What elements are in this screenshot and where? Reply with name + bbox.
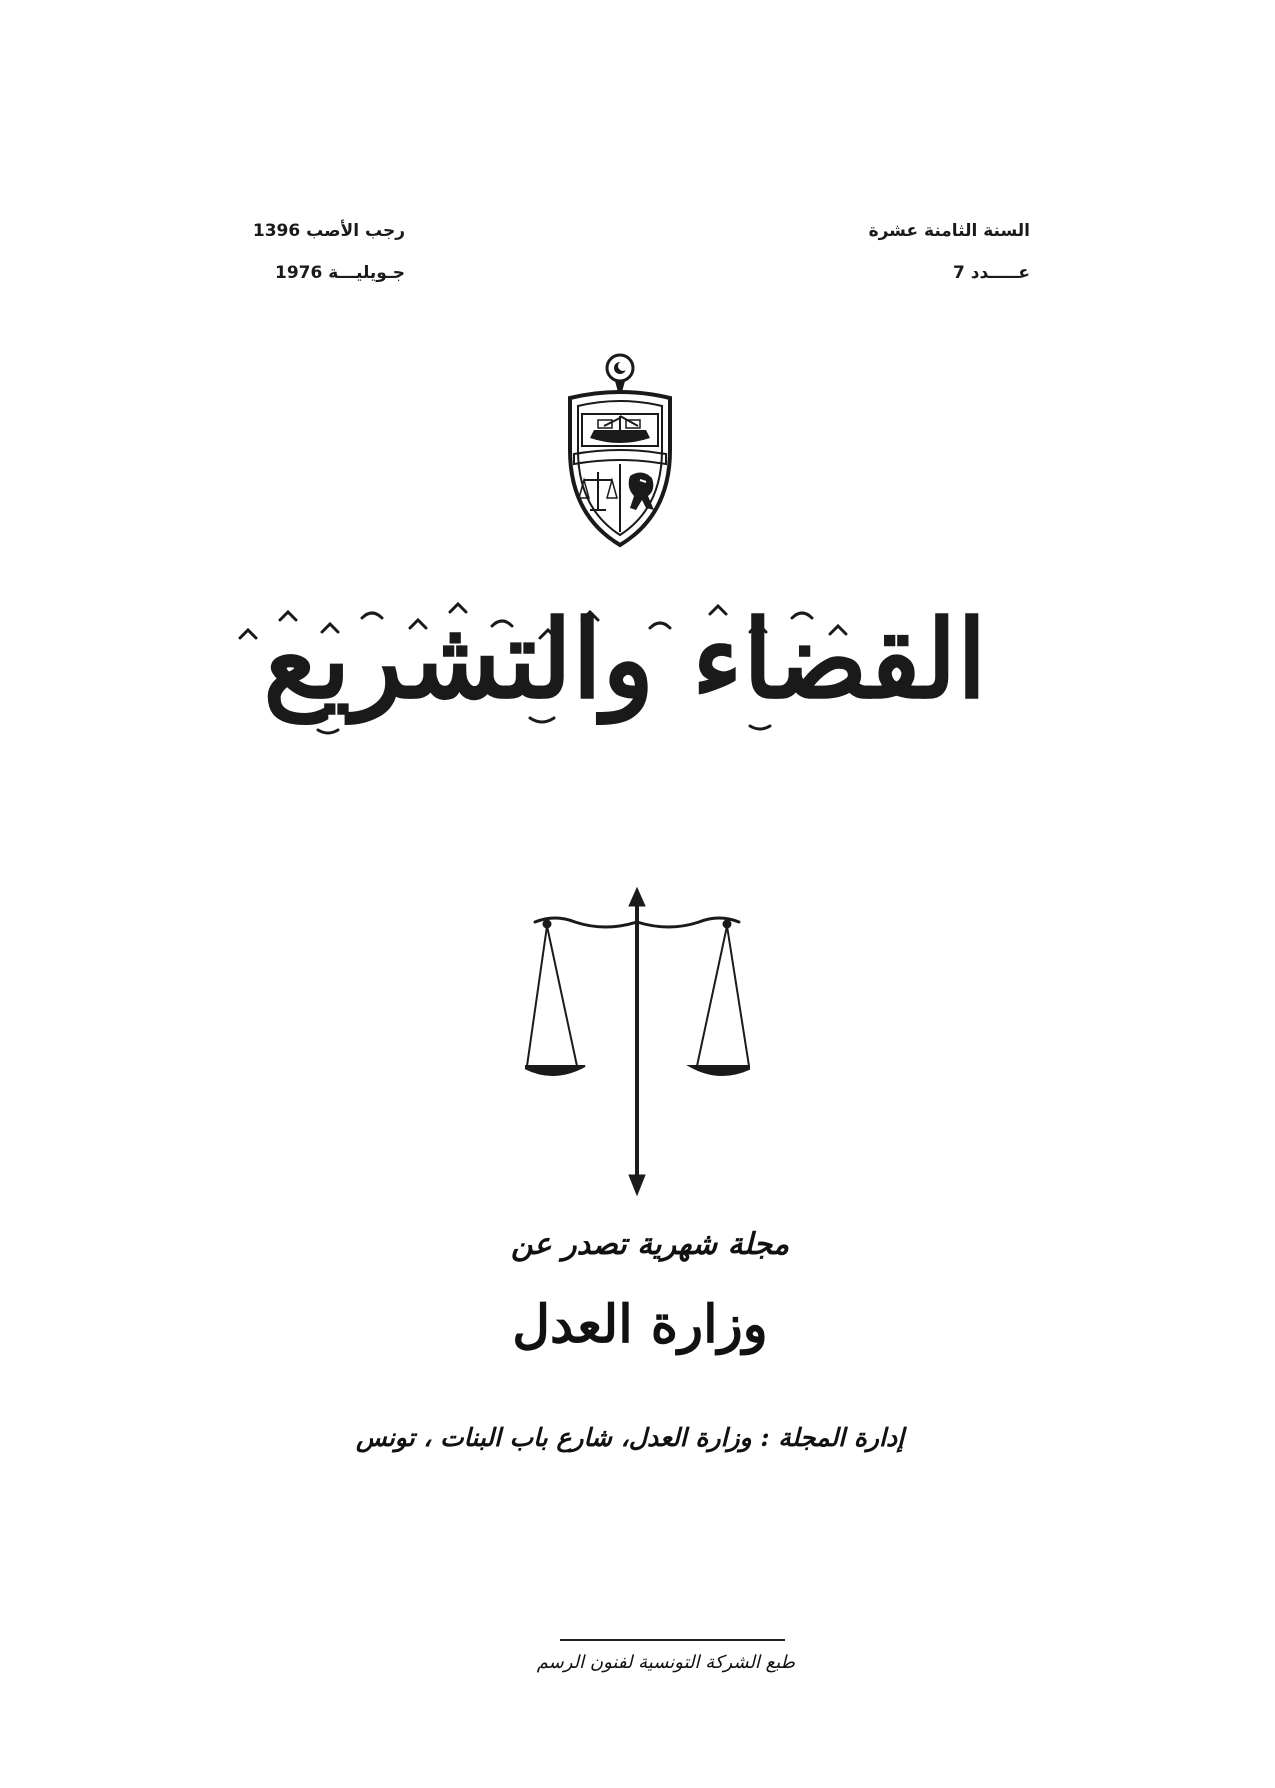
ministry-name: وزارة العدل xyxy=(512,1294,768,1355)
divider xyxy=(560,1639,785,1641)
balance-scale-icon xyxy=(525,880,750,1214)
header-right xyxy=(840,210,1030,294)
journal-title: القضاء والتشريع xyxy=(263,597,987,723)
header-left xyxy=(220,210,405,294)
issue-number: عـــــدد 7 xyxy=(953,263,1030,283)
subtitle: مجلة شهرية تصدر عن xyxy=(510,1227,790,1262)
printer-credit: طبع الشركة التونسية لفنون الرسم xyxy=(536,1652,795,1673)
year-label: السنة الثامنة عشرة xyxy=(868,221,1030,241)
editorial-address: إدارة المجلة : وزارة العدل، شارع باب البنات ، تونس xyxy=(355,1423,905,1452)
gregorian-date: جـويليـــة 1976 xyxy=(275,263,405,283)
tunisia-coat-of-arms-icon xyxy=(560,350,680,554)
hijri-date: رجب الأصب 1396 xyxy=(252,221,405,241)
